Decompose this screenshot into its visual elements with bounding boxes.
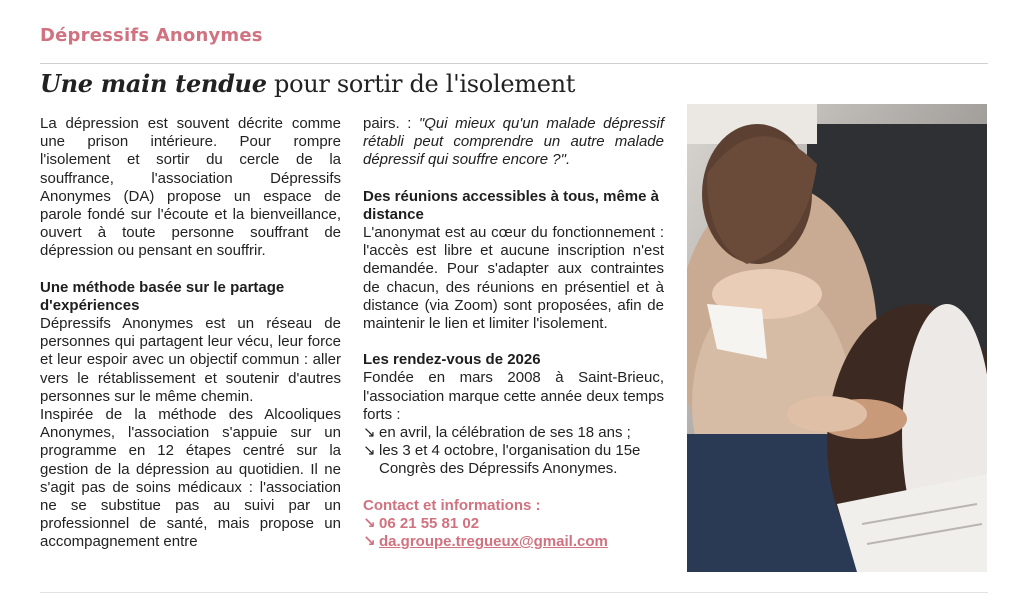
text-column-right	[363, 115, 664, 551]
rubric-title: Dépressifs Anonymes	[40, 25, 263, 46]
method-paragraph-2-end: pairs. :	[363, 115, 419, 132]
contact-title: Contact et informations :	[363, 496, 541, 514]
method-paragraph-1: Dépressifs Anonymes est un réseau de personnes qui partagent leur vécu, leur force et leur espoir avec un objectif commun : aller vers le rétablissement et soutenir d'autres personnes sur le même chemin.	[40, 315, 341, 405]
south-east-arrow-icon: ↘	[363, 533, 376, 551]
text-column-left	[40, 115, 341, 552]
event-item: ↘ en avril, la célébration de ses 18 ans ;	[363, 424, 631, 442]
contact-email-line	[363, 533, 664, 551]
section-title-method: Une méthode basée sur le partage d'expériences	[40, 278, 285, 314]
headline-emphasis: Une main tendue	[40, 69, 267, 98]
intro-paragraph: La dépression est souvent décrite comme une prison intérieure. Pour rompre l'isolement et sortir du cercle de la souffrance, l'association Dépressifs Anonymes (DA) propose un espace de parole fondé sur l'écoute et la bienveillance, ouvert à toute personne souffrant de dépression ou pensant en souffrir.	[40, 115, 341, 260]
article-headline	[40, 69, 575, 98]
photo-illustration	[687, 104, 987, 572]
contact-email-link[interactable]: da.groupe.tregueux@gmail.com	[379, 533, 608, 551]
headline-rest: pour sortir de l'isolement	[266, 70, 576, 98]
south-east-arrow-icon: ↘	[363, 514, 376, 532]
event-item: ↘ les 3 et 4 octobre, l'organisation du 15e Congrès des Dépressifs Anonymes.	[363, 442, 641, 478]
contact-phone[interactable]: ↘ 06 21 55 81 02	[363, 514, 480, 532]
section-title-events: Les rendez-vous de 2026	[363, 351, 541, 369]
pull-quote: "Qui mieux qu'un malade dépressif rétabli peut comprendre un autre malade dépressif qui souffre encore ?".	[363, 115, 664, 169]
events-paragraph: Fondée en mars 2008 à Saint-Brieuc, l'association marque cette année deux temps forts :	[363, 369, 664, 423]
south-east-arrow-icon: ↘	[363, 424, 376, 442]
article-photo	[687, 104, 987, 572]
south-east-arrow-icon: ↘	[363, 442, 376, 460]
section-title-meetings: Des réunions accessibles à tous, même à distance	[363, 187, 659, 223]
meetings-paragraph: L'anonymat est au cœur du fonctionnement : l'accès est libre et aucune inscription n'est demandée. Pour s'adapter aux contraintes de chacun, des réunions en présentiel et à distance (via Zoom) sont proposées, afin de maintenir le lien et limiter l'isolement.	[363, 224, 664, 333]
method-paragraph-2: Inspirée de la méthode des Alcooliques Anonymes, l'association s'appuie sur un programme en 12 étapes centré sur la gestion de la dépression au quotidien. Il ne s'agit pas de soins médicaux : l'association ne se substitue pas au suivi par un professionnel de santé, mais propose un accompagnement entre	[40, 406, 341, 551]
quote-paragraph	[363, 115, 664, 170]
footer-divider	[40, 592, 988, 593]
header-divider	[40, 63, 988, 64]
